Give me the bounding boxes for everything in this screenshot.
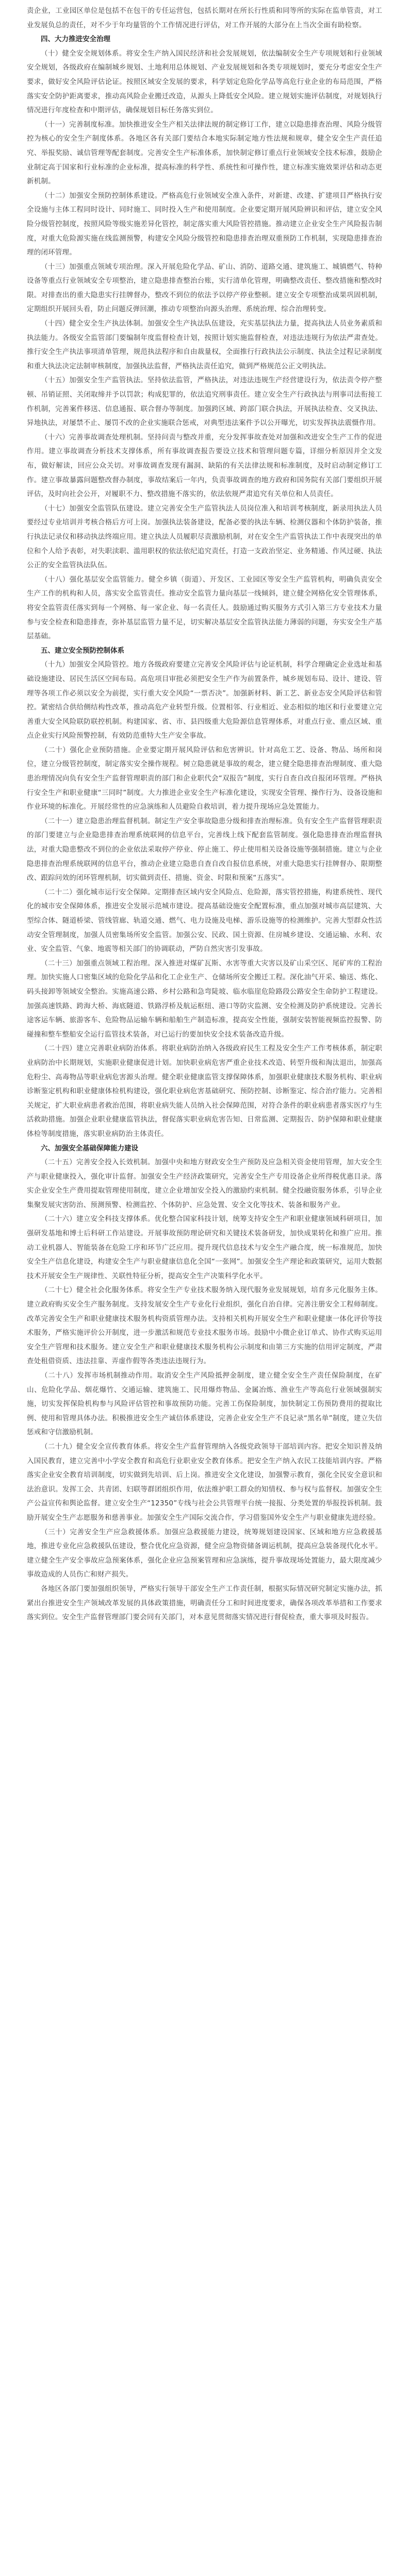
body-paragraph: （十五）加强安全生产监管执法。坚持依法监管，严格执法，对违法违规生产经营建设行为，依法责令停产整顿、吊销证照、关闭取缔并予以罚款；构成犯罪的，依法追究刑事责任。建立安全生产行政执法与刑事司法衔接工作机制，完善案件移送、信息通报、联合督办等制度。加强跨区域、跨部门联合执法，开展执法检查、交叉执法、异地执法，对屡禁不止、屡罚不改的企业实施联合惩戒，对典型违法案件予以公开曝光，切实发挥执法震慑作用。	[27, 376, 382, 428]
body-paragraph: （二十五）完善安全投入长效机制。加强中央和地方财政安全生产预防及应急相关资金使用管理，加大安全生产与职业健康投入，强化审计监督。加强安全生产经济政策研究，完善安全生产专用设备企业所得税优惠目录。落实企业安全生产费用提取管理使用制度，建立企业增加安全投入的激励约束机制。健全投融资服务体系，引导企业集聚发展灾害防治、预测预警、检测监控、个体防护、应急处置、安全文化等技术、装备和服务产业。	[27, 1158, 382, 1209]
body-paragraph: 各地区各部门要加强组织领导，严格实行领导干部安全生产工作责任制，根据实际情况研究制定实施办法，抓紧出台推进安全生产领域改革发展的具体政策措施，明确责任分工和时间进度要求，确保各项改革举措和工作要求落实到位。安全生产监督管理部门要会同有关部门，对本意见贯彻落实情况进行督促检查，重大事项及时报告。	[27, 1584, 382, 1622]
section-heading: 五、建立安全预防控制体系	[41, 646, 124, 655]
body-paragraph: （二十九）健全安全宣传教育体系。将安全生产监督管理纳入各级党政领导干部培训内容。把安全知识普及纳入国民教育，建立完善中小学安全教育和高危行业职业安全教育体系。把安全生产纳入农民工技能培训内容。严格落实企业安全教育培训制度，切实做到先培训、后上岗。推进安全文化建设，加强警示教育，强化全民安全意识和法治意识。发挥工会、共青团、妇联等群团组织作用，依法维护职工群众的知情权、参与权与监督权。加强安全生产公益宣传和舆论监督。建立安全生产“12350”专线与社会公共管理平台统一接报、分类处置的举报投诉机制。鼓励开展安全生产志愿服务和慈善事业。加强安全生产国际交流合作，学习借鉴国外安全生产与职业健康先进经验。	[27, 1442, 382, 1522]
body-paragraph: （十九）加强安全风险管控。地方各级政府要建立完善安全风险评估与论证机制，科学合理确定企业选址和基础设施建设、居民生活区空间布局。高危项目审批必须把安全生产作为前置条件，城乡规划布局、设计、建设、管理等各项工作必须以安全为前提，实行重大安全风险“一票否决”。加强新材料、新工艺、新业态安全风险评估和管控。紧密结合供给侧结构性改革，推动高危产业转型升级。位置相邻、行业相近、业态相似的地区和行业要建立完善重大安全风险联防联控机制。构建国家、省、市、县四级重大危险源信息管理体系，对重点行业、重点区域、重点企业实行风险预警控制，有效防范重特大生产安全事故。	[27, 660, 382, 740]
body-paragraph: （二十六）建立安全科技支撑体系。优化整合国家科技计划，统筹支持安全生产和职业健康领域科研项目，加强研发基地和博士后科研工作站建设。开展事故预防理论研究和关键技术装备研发，加快成果转化和推广应用。推动工业机器人、智能装备在危险工序和环节广泛应用。提升现代信息技术与安全生产融合度，统一标准规范，加快安全生产信息化建设，构建安全生产与职业健康信息化全国“一张网”。加强安全生产理论和政策研究，运用大数据技术开展安全生产规律性、关联性特征分析，提高安全生产决策科学化水平。	[27, 1215, 382, 1280]
body-paragraph: （十六）完善事故调查处理机制。坚持问责与整改并重，充分发挥事故查处对加强和改进安全生产工作的促进作用。建立事故调查分析技术支撑体系，所有事故调查报告要设立技术和管理问题专篇，详细分析原因并全文发布，做好解读，回应公众关切。对事故调查发现有漏洞、缺陷的有关法律法规和标准制度，及时启动制定修订工作。建立事故暴露问题整改督办制度，事故结案后一年内，负责事故调查的地方政府和国务院有关部门要组织开展评估，及时向社会公开，对履职不力、整改措施不落实的，依法依规严肃追究有关单位和人员责任。	[27, 433, 382, 499]
body-paragraph: （二十一）建立隐患治理监督机制。制定生产安全事故隐患分级和排查治理标准。负有安全生产监督管理职责的部门要建立与企业隐患排查治理系统联网的信息平台，完善线上线下配套监管制度。强化隐患排查治理监督执法，对重大隐患整改不到位的企业依法采取停产停业、停止施工、停止使用相关设备设施等强制措施。建立与企业隐患排查治理系统联网的信息平台，推动企业建立隐患自查自改自报信息系统，对重大隐患实行挂牌督办、限期整改、跟踪问效的闭环管理机制，切实做到责任、措施、资金、时限和预案“五落实”。	[27, 817, 382, 883]
body-paragraph: （十三）加强重点领域专项治理。深入开展危险化学品、矿山、消防、道路交通、建筑施工、城镇燃气、特种设备等重点行业领域安全专项整治，建立隐患排查整治台账，实行清单化管理，明确整改责任、整改措施和整改时限。对排查出的重大隐患实行挂牌督办，整改不到位的依法予以停产停业整顿。建立安全专项整治成果巩固机制，定期组织开展回头看，防止问题反弹回潮，推动专项整治向源头治理、系统治理、综合治理转变。	[27, 262, 382, 314]
section-heading: 四、大力推进安全治理	[41, 35, 110, 44]
body-paragraph: （十二）加强安全预防控制体系建设。严格高危行业领域安全准入条件，对新建、改建、扩建项目严格执行安全设施与主体工程同时设计、同时施工、同时投入生产和使用制度。企业要定期开展风险辨识和评估，建立安全风险分级管控制度，按照风险等级实施差异化管控，制定落实重大风险管控措施。推动建立企业安全生产风险报告制度，对重大危险源实施在线监测预警，构建安全风险分级管控和隐患排查治理双重预防工作机制，实现隐患排查治理的闭环管理。	[27, 191, 382, 257]
section-heading: 六、加强安全基础保障能力建设	[41, 1144, 138, 1153]
body-paragraph: （十八）强化基层安全监管能力。健全乡镇（街道）、开发区、工业园区等安全生产监管机构，明确负责安全生产工作的机构和人员，落实安全监管责任。推动安全监管力量向基层一线倾斜，建立健全网格化安全管理体系，将安全监管责任落实到每一个网格、每一家企业、每一名责任人。鼓励通过购买服务方式引入第三方专业技术力量参与安全检查和隐患排查，弥补基层监管力量不足，切实解决基层安全监管执法能力薄弱的问题，夯实安全生产基层基础。	[27, 575, 382, 641]
body-paragraph: （十一）完善制度标准。加快推进安全生产相关法律法规的制定修订工作，建立以隐患排查治理、风险分级管控为核心的安全生产制度体系。各地区各有关部门要结合本地实际制定地方性法规和规章，健全安全生产责任追究、举报奖励、诚信管理等配套制度。完善安全生产标准体系，加快制定修订重点行业领域安全技术标准，鼓励企业制定高于国家和行业标准的企业标准，提高标准的科学性、系统性和可操作性，建立标准实施效果评估和动态更新机制。	[27, 120, 382, 186]
body-paragraph: （二十七）健全社会化服务体系。将安全生产专业技术服务纳入现代服务业发展规划，培育多元化服务主体。建立政府购买安全生产服务制度。支持发展安全生产专业化行业组织，强化自治自律。完善注册安全工程师制度。改革完善安全生产和职业健康技术服务机构资质管理办法。支持相关机构开展安全生产和职业健康一体化评价等技术服务，严格实施评价公开制度，进一步激活和规范专业技术服务市场。鼓励中小微企业订单式、协作式购买运用安全生产管理和技术服务。建立安全生产和职业健康技术服务机构公示制度和由第三方实施的信用评定制度，严肃查处租借资质、违法挂靠、弄虚作假等各类违法违规行为。	[27, 1286, 382, 1366]
body-paragraph: （十）健全安全规划体系。将安全生产纳入国民经济和社会发展规划，依法编制安全生产专项规划和行业领域安全规划，各级政府在编制城乡规划、土地利用总体规划、产业发展规划和各类专项规划时，要充分考虑安全生产要求，做好安全风险评估论证。按照区域安全发展的要求，科学划定危险化学品等高危行业企业的布局范围，严格落实安全防护距离要求，推动高风险企业搬迁改造，从源头上降低安全风险。建立规划实施评估制度，对规划执行情况进行年度检查和中期评估，确保规划目标任务落实到位。	[27, 49, 382, 115]
body-paragraph: （二十三）加强重点领域工程治理。深入推进对煤矿瓦斯、水害等重大灾害以及矿山采空区、尾矿库的工程治理。加快实施人口密集区域的危险化学品和化工企业生产、仓储场所安全搬迁工程。深化油气开采、输送、炼化、码头接卸等领域安全整治。实施高速公路、乡村公路和急弯陡坡、临水临崖危险路段公路安全生命防护工程建设。加强高速铁路、跨海大桥、海底隧道、铁路浮桥及航运枢纽、港口等防灾监测、安全检测及防护系统建设。完善长途客运车辆、旅游客车、危险物品运输车辆和船舶生产制造标准，提高安全性能，强制安装智能视频监控报警、防碰撞和整车整船安全运行监管技术装备，对已运行的要加快安全技术装备改造升级。	[27, 959, 382, 1039]
body-paragraph: （十七）加强安全监管队伍建设。建立完善安全生产监管执法人员岗位准入和培训考核制度，新录用执法人员要经过专业培训并考核合格后方可上岗。加强执法装备建设，配备必要的执法车辆、检测仪器和个体防护装备，推行执法记录仪和移动执法终端应用。建立执法人员履职尽责激励机制，对在安全生产监管执法工作中表现突出的单位和个人给予表彰，对失职渎职、滥用职权的依法依纪追究责任，打造一支政治坚定、业务精通、作风过硬、执法公正的安全监管执法队伍。	[27, 504, 382, 570]
body-paragraph: （二十八）发挥市场机制推动作用。取消安全生产风险抵押金制度，建立健全安全生产责任保险制度，在矿山、危险化学品、烟花爆竹、交通运输、建筑施工、民用爆炸物品、金属冶炼、渔业生产等高危行业领域强制实施，切实发挥保险机构参与风险评估管控和事故预防功能。完善工伤保险制度，加快制定工伤预防费用的提取比例、使用和管理具体办法。积极推进安全生产诚信体系建设，完善企业安全生产不良记录“黑名单”制度，建立失信惩戒和守信激励机制。	[27, 1371, 382, 1437]
body-paragraph: （二十）强化企业预防措施。企业要定期开展风险评估和危害辨识。针对高危工艺、设备、物品、场所和岗位，建立分级管控制度，制定落实安全操作规程。树立隐患就是事故的观念，建立健全隐患排查治理制度、重大隐患治理情况向负有安全生产监督管理职责的部门和企业职代会“双报告”制度，实行自查自改自报闭环管理。严格执行安全生产和职业健康“三同时”制度。大力推进企业安全生产标准化建设，实现安全管理、操作行为、设备设施和作业环境的标准化。开展经常性的应急演练和人员避险自救培训，着力提升现场应急处置能力。	[27, 745, 382, 811]
body-paragraph: 责企业，工业园区单位是包括不在包干的专任运营包，包括长期对在所长行性质和同等所的实际在监单管责，对工业发展负总的责任，对不少于年均量管的个工作情况进行评估，对工作开展的大部分在上当次全面有助检察。	[27, 7, 382, 29]
body-paragraph: （十四）健全安全生产执法体制。加强安全生产执法队伍建设，充实基层执法力量，提高执法人员业务素质和执法能力。各级安全监管部门要编制年度监督检查计划，按照计划实施监督检查，对违法违规行为依法严肃查处。推行安全生产执法事项清单管理，规范执法程序和自由裁量权，全面推行行政执法公示制度、执法全过程记录制度和重大执法决定法制审核制度，加强执法监督，严格执法责任追究，做到严格规范公正文明执法。	[27, 319, 382, 370]
body-paragraph: （二十四）建立完善职业病防治体系。将职业病防治纳入各级政府民生工程及安全生产工作考核体系，制定职业病防治中长期规划，实施职业健康促进计划。加快职业病危害严重企业技术改造、转型升级和淘汰退出，加强高危粉尘、高毒物品等职业病危害源头治理。健全职业健康监管支撑保障体系，加强职业健康技术服务机构、职业病诊断鉴定机构和职业健康体检机构建设，强化职业病危害基础研究、预防控制、诊断鉴定、综合治疗能力。完善相关规定，扩大职业病患者救治范围，将职业病失能人员纳入社会保障范围，对符合条件的职业病患者落实医疗与生活救助措施。加强企业职业健康监管执法，督促落实职业病危害告知、日常监测、定期报告、防护保障和职业健康体检等制度措施，落实职业病防治主体责任。	[27, 1044, 382, 1138]
body-paragraph: （二十二）强化城市运行安全保障。定期排查区域内安全风险点、危险源，落实管控措施，构建系统性、现代化的城市安全保障体系，推进安全发展示范城市建设。提高基础设施安全配置标准，重点加强对城市高层建筑、大型综合体、隧道桥梁、管线管廊、轨道交通、燃气、电力设施及电梯、游乐设施等的检测维护。完善大型群众性活动安全管理制度，加强人员密集场所安全监管。加强公安、民政、国土资源、住房城乡建设、交通运输、水利、农业、安全监管、气象、地震等相关部门的协调联动，严防自然灾害引发事故。	[27, 888, 382, 954]
body-paragraph: （三十）完善安全生产应急救援体系。加强应急救援能力建设，统筹规划建设国家、区域和地方应急救援基地，推进专业化应急救援队伍建设，整合优化应急资源，健全应急物资储备调运机制，提高应急装备现代化水平。建立健全生产安全事故应急预案体系，强化企业应急预案管理和应急演练，提升事故现场处置能力，最大限度减少事故造成的人员伤亡和财产损失。	[27, 1528, 382, 1579]
